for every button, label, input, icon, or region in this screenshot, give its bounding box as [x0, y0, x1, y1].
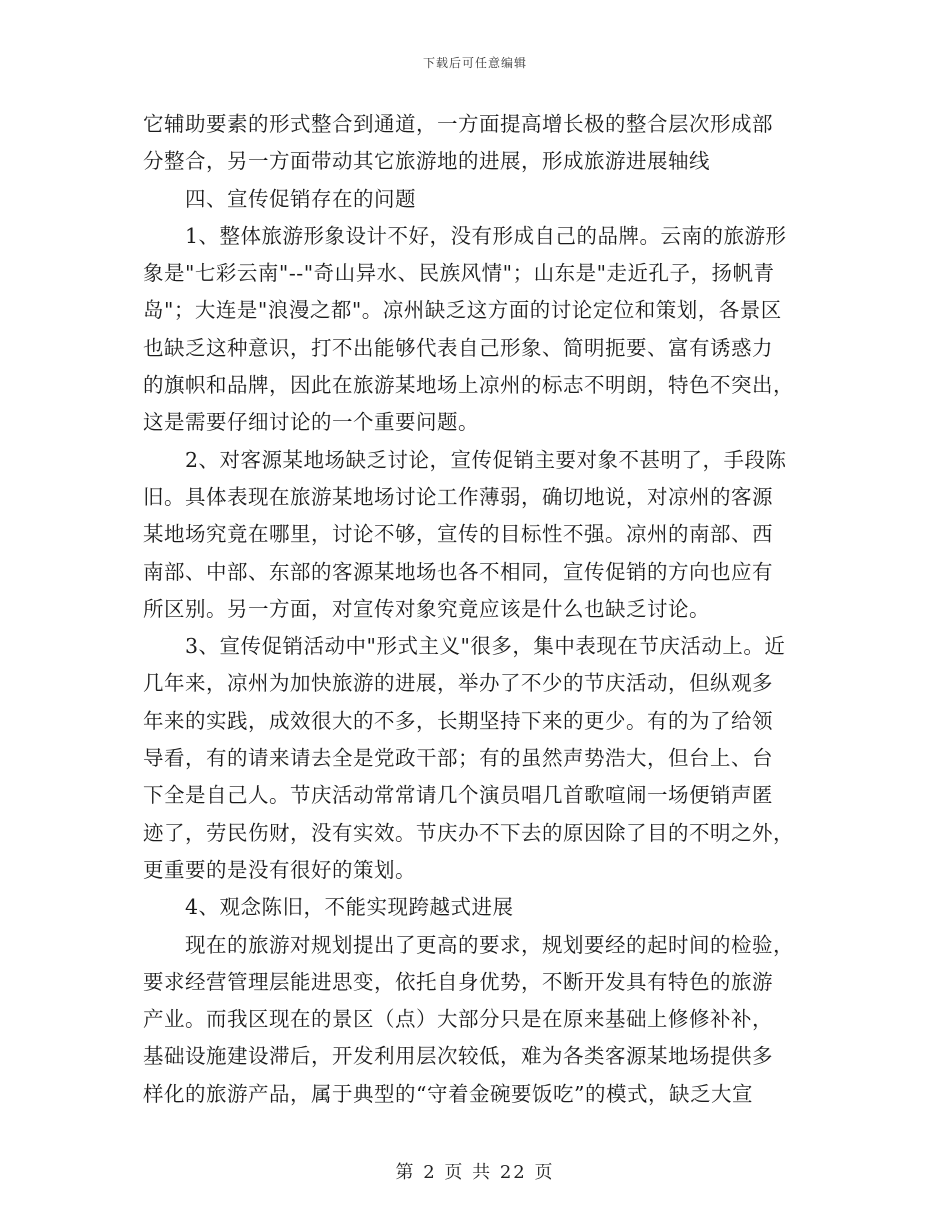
text-line: 下全是自己人。节庆活动常常请几个演员唱几首歌喧闹一场便销声匿: [143, 783, 773, 808]
text-line: 现在的旅游对规划提出了更高的要求，规划要经的起时间的检验，: [185, 932, 794, 957]
text-line: 旧。具体表现在旅游某地场讨论工作薄弱，确切地说，对凉州的客源: [143, 484, 773, 509]
text-line: 象是"七彩云南"--"奇山异水、民族风情"；山东是"走近孔子，扬帆青: [143, 261, 775, 286]
text-line: 导看，有的请来请去全是党政干部；有的虽然声势浩大，但台上、台: [143, 746, 773, 771]
document-body: [143, 106, 807, 1113]
text-line: 几年来，凉州为加快旅游的进展，举办了不少的节庆活动，但纵观多: [143, 671, 773, 696]
text-line: 的旗帜和品牌，因此在旅游某地场上凉州的标志不明朗，特色不突出，: [143, 373, 794, 398]
page-header: 下载后可任意编辑: [422, 56, 527, 70]
text-line: 这是需要仔细讨论的一个重要问题。: [143, 410, 479, 435]
text-line: 3、宣传促销活动中"形式主义"很多，集中表现在节庆活动上。近: [185, 634, 786, 659]
text-line: 某地场究竟在哪里，讨论不够，宣传的目标性不强。凉州的南部、西: [143, 522, 773, 547]
text-line: 年来的实践，成效很大的不多，长期坚持下来的更少。有的为了给领: [143, 708, 773, 733]
text-line: 也缺乏这种意识，打不出能够代表自己形象、简明扼要、富有诱惑力: [143, 335, 773, 360]
text-line: 基础设施建设滞后，开发利用层次较低，难为各类客源某地场提供多: [143, 1044, 773, 1069]
text-line: 四、宣传促销存在的问题: [185, 186, 416, 211]
page-footer: 第 2 页 共 22 页: [395, 1162, 555, 1183]
text-line: 更重要的是没有很好的策划。: [143, 857, 416, 882]
text-line: 1、整体旅游形象设计不好，没有形成自己的品牌。云南的旅游形: [185, 223, 787, 248]
text-line: 迹了，劳民伤财，没有实效。节庆办不下去的原因除了目的不明之外，: [143, 820, 794, 845]
text-line: 要求经营管理层能进思变，依托自身优势，不断开发具有特色的旅游: [143, 969, 773, 994]
text-line: 它辅助要素的形式整合到通道，一方面提高增长极的整合层次形成部: [143, 112, 773, 136]
text-line: 岛"；大连是"浪漫之都"。凉州缺乏这方面的讨论定位和策划，各景区: [143, 298, 782, 323]
text-line: 分整合，另一方面带动其它旅游地的进展，形成旅游进展轴线: [143, 149, 710, 174]
text-line: 样化的旅游产品，属于典型的“守着金碗要饭吃”的模式，缺乏大宣: [143, 1081, 753, 1106]
text-line: 南部、中部、东部的客源某地场也各不相同，宣传促销的方向也应有: [143, 559, 773, 584]
text-line: 2、对客源某地场缺乏讨论，宣传促销主要对象不甚明了，手段陈: [185, 447, 787, 472]
text-line: 4、观念陈旧，不能实现跨越式进展: [185, 895, 514, 920]
text-line: 所区别。另一方面，对宣传对象究竟应该是什么也缺乏讨论。: [143, 596, 710, 621]
text-line: 产业。而我区现在的景区（点）大部分只是在原来基础上修修补补，: [143, 1007, 773, 1032]
